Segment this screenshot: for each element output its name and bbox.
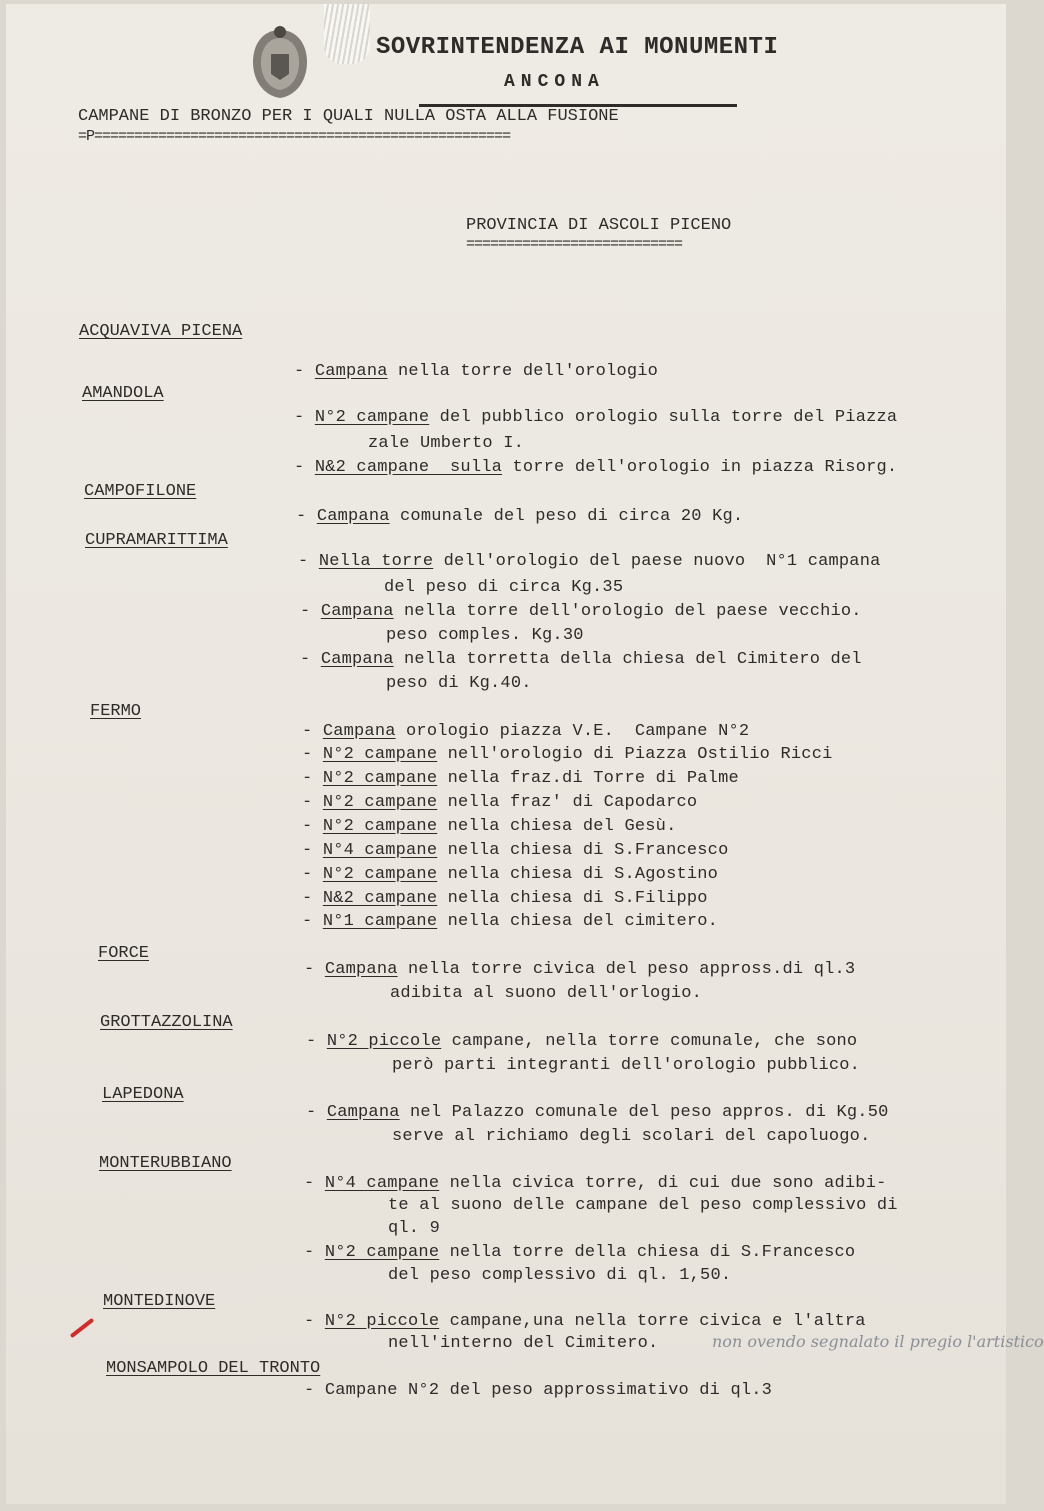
entry-underlined: Campana xyxy=(314,362,388,381)
entry-underlined: Nella torre xyxy=(318,552,434,571)
bell-entry-line xyxy=(306,1032,857,1051)
heading-rule: =P==================================================== xyxy=(78,128,511,145)
town-name: ACQUAVIVA PICENA xyxy=(79,322,243,341)
entry-dash: - xyxy=(300,602,321,621)
entry-text: nell'interno del Cimitero. xyxy=(388,1334,659,1353)
bell-entry-line xyxy=(388,1334,658,1353)
entry-underlined: Campana xyxy=(326,1103,400,1122)
bell-entry-line xyxy=(302,865,718,884)
entry-text: nella chiesa del Gesù. xyxy=(437,817,677,836)
entry-text: ql. 9 xyxy=(388,1219,441,1238)
town-name: GROTTAZZOLINA xyxy=(100,1013,233,1032)
bell-entry-line xyxy=(298,552,881,571)
bell-entry-line xyxy=(302,912,718,931)
entry-underlined: N°1 campane xyxy=(322,912,438,931)
entry-text: nella chiesa di S.Filippo xyxy=(437,889,708,908)
entry-text: però parti integranti dell'orologio pubblico. xyxy=(392,1056,861,1075)
town-name: CAMPOFILONE xyxy=(84,482,197,501)
town-name: AMANDOLA xyxy=(82,384,164,403)
bell-entry-line xyxy=(392,1127,870,1146)
bell-entry-line xyxy=(304,1312,866,1331)
town-name: MONTEDINOVE xyxy=(103,1292,216,1311)
entry-underlined: N°2 campane xyxy=(322,745,438,764)
entry-dash: - xyxy=(306,1032,327,1051)
bell-entry-line xyxy=(304,1174,887,1193)
entry-text: nella fraz.di Torre di Palme xyxy=(437,769,739,788)
bell-entry-line xyxy=(306,1103,889,1122)
town-name: MONTERUBBIANO xyxy=(99,1154,232,1173)
bell-entry-line xyxy=(294,408,897,427)
entry-underlined: N&2 campane xyxy=(322,889,438,908)
bell-entry-line xyxy=(368,434,524,453)
entry-underlined: N°2 campane xyxy=(324,1243,440,1262)
town-name: FERMO xyxy=(90,702,142,721)
paper-tag xyxy=(324,4,370,64)
entry-text: nella chiesa di S.Agostino xyxy=(437,865,719,884)
bell-entry-line xyxy=(296,507,743,526)
bell-entry-line xyxy=(302,793,697,812)
bell-entry-line xyxy=(384,578,623,597)
entry-text: zale Umberto I. xyxy=(368,434,525,453)
bell-entry-line xyxy=(294,362,658,381)
entry-dash: - xyxy=(298,552,319,571)
entry-underlined: N°4 campane xyxy=(324,1174,440,1193)
entry-underlined: N°2 campane xyxy=(322,865,438,884)
entry-text: del peso di circa Kg.35 xyxy=(384,578,624,597)
entry-text: nel Palazzo comunale del peso appros. di Kg.50 xyxy=(399,1103,889,1122)
entry-underlined: N°2 piccole xyxy=(324,1312,440,1331)
entry-text: nella torretta della chiesa del Cimitero del xyxy=(393,650,862,669)
entry-text: nella torre dell'orologio xyxy=(387,362,659,381)
province-rule: =========================== xyxy=(466,236,683,253)
bell-entry-line xyxy=(302,889,708,908)
entry-text: del peso complessivo di ql. 1,50. xyxy=(388,1266,732,1285)
bell-entry-line xyxy=(304,960,855,979)
entry-dash: - xyxy=(304,1381,325,1400)
entry-underlined: Campana xyxy=(320,602,394,621)
entry-dash: - xyxy=(302,841,323,860)
entry-dash: - xyxy=(304,960,325,979)
entry-text: nell'orologio di Piazza Ostilio Ricci xyxy=(437,745,833,764)
entry-dash: - xyxy=(294,408,315,427)
bell-entry-line xyxy=(302,817,676,836)
bell-entry-line xyxy=(392,1056,860,1075)
town-name: MONSAMPOLO DEL TRONTO xyxy=(106,1359,321,1378)
entry-text: nella torre civica del peso appross.di ql.3 xyxy=(397,960,856,979)
entry-text: Campane N°2 del peso approssimativo di ql.3 xyxy=(324,1381,773,1400)
town-name: LAPEDONA xyxy=(102,1085,184,1104)
entry-text: serve al richiamo degli scolari del capoluogo. xyxy=(392,1127,871,1146)
entry-text: adibita al suono dell'orlogio. xyxy=(390,984,703,1003)
bell-entry-line xyxy=(302,745,833,764)
coat-of-arms-seal xyxy=(249,24,311,102)
entry-dash: - xyxy=(306,1103,327,1122)
bell-entry-line xyxy=(302,722,749,741)
entry-underlined: N°2 piccole xyxy=(326,1032,442,1051)
entry-dash: - xyxy=(294,458,315,477)
bell-entry-line xyxy=(386,626,584,645)
town-name: CUPRAMARITTIMA xyxy=(85,531,228,550)
bell-entry-line xyxy=(302,841,728,860)
town-name: FORCE xyxy=(98,944,150,963)
document-page xyxy=(6,4,1044,1504)
handwritten-note: non ovendo segnalato il pregio l'artistico xyxy=(712,1332,1044,1351)
entry-underlined: N°2 campane xyxy=(322,793,438,812)
entry-underlined: Campana xyxy=(316,507,390,526)
bell-entry-line xyxy=(390,984,702,1003)
entry-dash: - xyxy=(304,1174,325,1193)
entry-dash: - xyxy=(302,722,323,741)
entry-underlined: N&2 campane sulla xyxy=(314,458,503,477)
bell-entry-line xyxy=(294,458,897,477)
entry-text: nella chiesa di S.Francesco xyxy=(437,841,729,860)
red-pencil-mark xyxy=(70,1318,95,1338)
entry-dash: - xyxy=(296,507,317,526)
entry-underlined: N°2 campane xyxy=(322,817,438,836)
bell-entry-line xyxy=(388,1219,440,1238)
entry-text: nella fraz' di Capodarco xyxy=(437,793,698,812)
entry-underlined: N°4 campane xyxy=(322,841,438,860)
entry-underlined: Campana xyxy=(324,960,398,979)
entry-text: campane,una nella torre civica e l'altra xyxy=(439,1312,866,1331)
bell-entry-line xyxy=(386,674,532,693)
bell-entry-line xyxy=(302,769,739,788)
entry-dash: - xyxy=(294,362,315,381)
entry-dash: - xyxy=(304,1312,325,1331)
entry-text: comunale del peso di circa 20 Kg. xyxy=(389,507,744,526)
entry-dash: - xyxy=(300,650,321,669)
entry-text: del pubblico orologio sulla torre del Piazza xyxy=(429,408,898,427)
entry-dash: - xyxy=(302,912,323,931)
entry-text: orologio piazza V.E. Campane N°2 xyxy=(395,722,750,741)
entry-underlined: Campana xyxy=(320,650,394,669)
document-heading: CAMPANE DI BRONZO PER I QUALI NULLA OSTA ALLA FUSIONE xyxy=(78,107,619,126)
entry-dash: - xyxy=(302,769,323,788)
entry-underlined: Campana xyxy=(322,722,396,741)
bell-entry-line xyxy=(300,650,862,669)
entry-text: nella chiesa del cimitero. xyxy=(437,912,719,931)
entry-text: peso di Kg.40. xyxy=(386,674,532,693)
entry-text: nella torre della chiesa di S.Francesco xyxy=(439,1243,856,1262)
entry-text: torre dell'orologio in piazza Risorg. xyxy=(502,458,898,477)
entry-dash: - xyxy=(302,889,323,908)
bell-entry-line xyxy=(388,1266,731,1285)
entry-text: peso comples. Kg.30 xyxy=(386,626,584,645)
entry-text: nella civica torre, di cui due sono adibi- xyxy=(439,1174,887,1193)
bell-entry-line xyxy=(300,602,862,621)
entry-text: te al suono delle campane del peso complessivo di xyxy=(388,1196,898,1215)
entry-dash: - xyxy=(302,865,323,884)
office-city: ANCONA xyxy=(504,72,605,92)
entry-underlined: N°2 campane xyxy=(322,769,438,788)
bell-entry-line xyxy=(304,1381,772,1400)
entry-dash: - xyxy=(302,745,323,764)
entry-text: campane, nella torre comunale, che sono xyxy=(441,1032,858,1051)
entry-text: nella torre dell'orologio del paese vecchio. xyxy=(393,602,862,621)
bell-entry-line xyxy=(388,1196,898,1215)
province-title: PROVINCIA DI ASCOLI PICENO xyxy=(466,216,732,235)
entry-text: dell'orologio del paese nuovo N°1 campana xyxy=(433,552,881,571)
entry-underlined: N°2 campane xyxy=(314,408,430,427)
entry-dash: - xyxy=(304,1243,325,1262)
office-title: SOVRINTENDENZA AI MONUMENTI xyxy=(376,34,779,61)
entry-dash: - xyxy=(302,793,323,812)
entry-dash: - xyxy=(302,817,323,836)
bell-entry-line xyxy=(304,1243,855,1262)
